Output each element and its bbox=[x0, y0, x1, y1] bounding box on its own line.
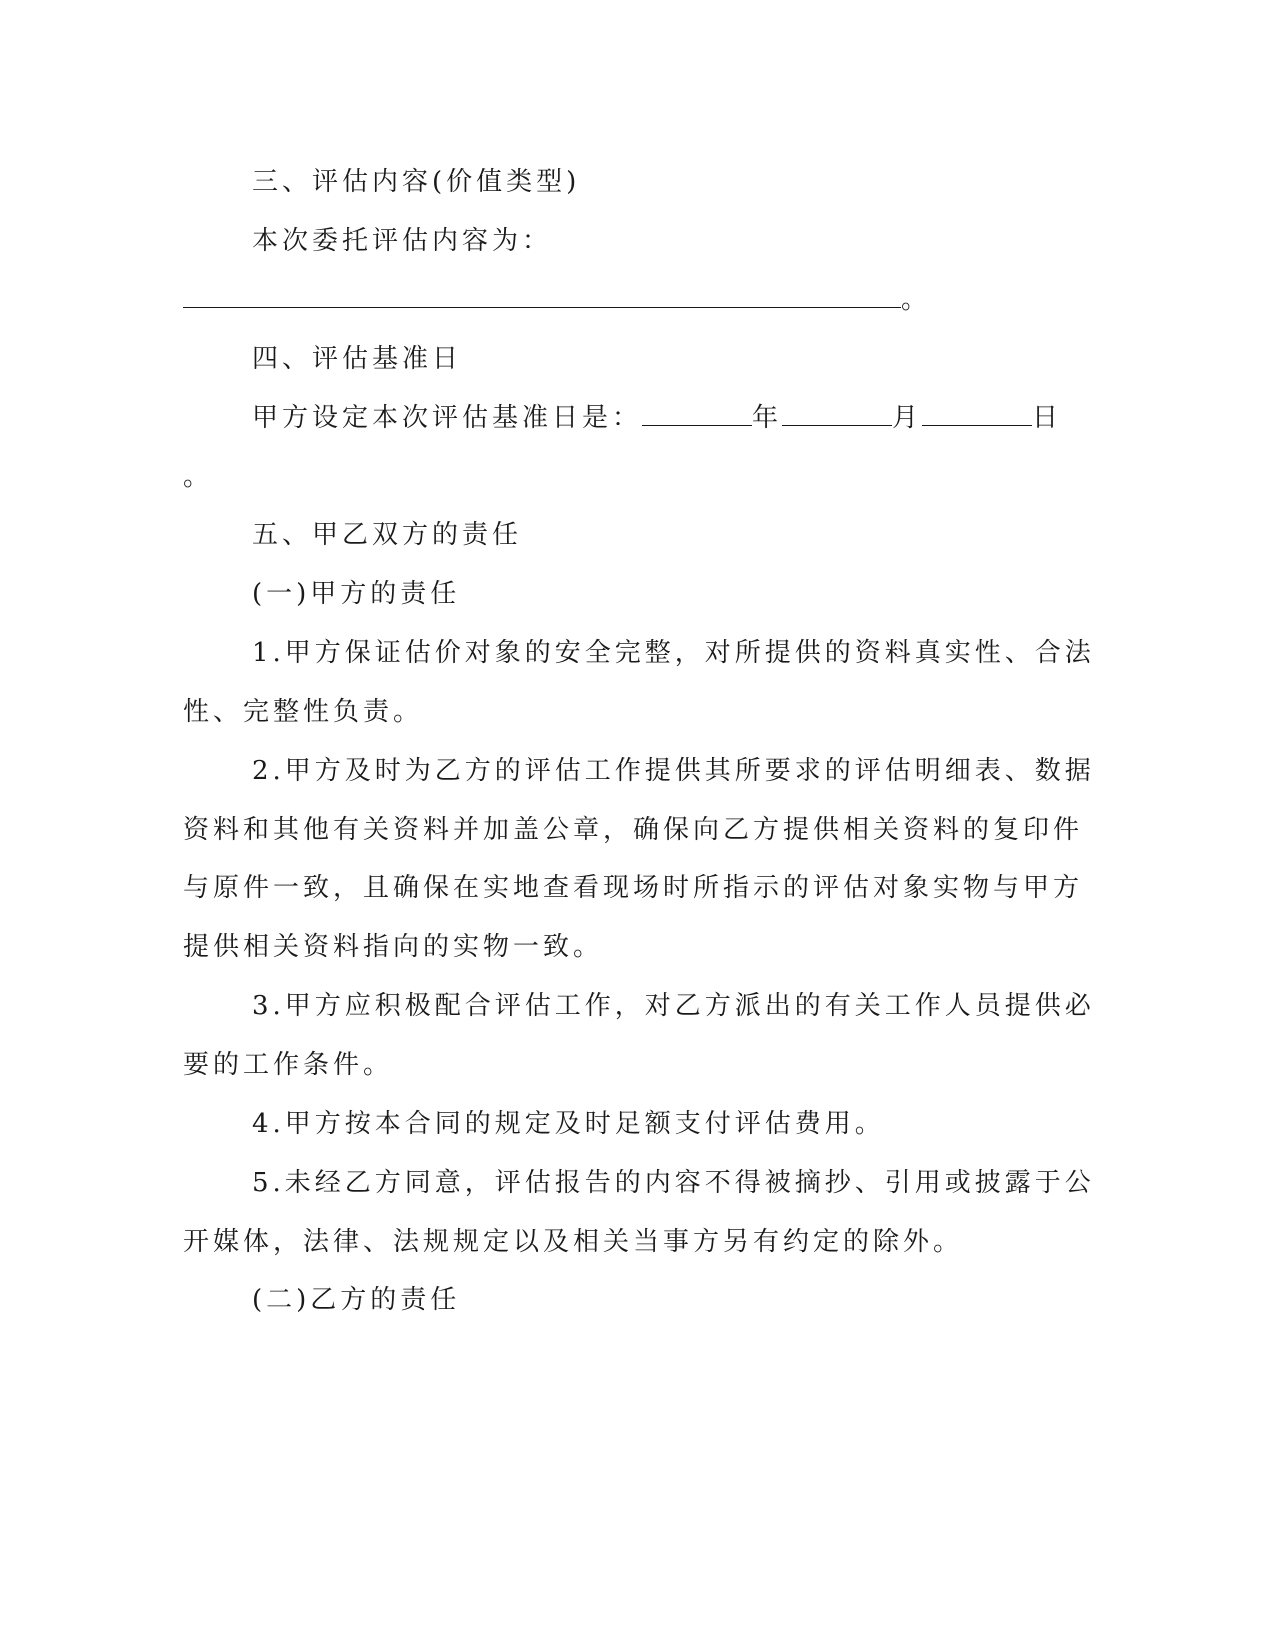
section-5-heading: 五、甲乙双方的责任 bbox=[252, 520, 523, 550]
day-blank bbox=[922, 403, 1032, 426]
section-4-date-line bbox=[252, 401, 1062, 435]
item-1-line-1: 1.甲方保证估价对象的安全完整，对所提供的资料真实性、合法 bbox=[252, 638, 1095, 668]
month-blank bbox=[782, 403, 892, 426]
section-5-sub-2: (二)乙方的责任 bbox=[252, 1285, 461, 1315]
section-5-sub-1: (一)甲方的责任 bbox=[252, 579, 461, 609]
item-2-line-1: 2.甲方及时为乙方的评估工作提供其所要求的评估明细表、数据 bbox=[252, 756, 1095, 786]
section-3-intro: 本次委托评估内容为： bbox=[252, 226, 553, 256]
section-3-heading: 三、评估内容(价值类型) bbox=[252, 167, 581, 197]
section-3-fill-line bbox=[183, 283, 931, 317]
item-3-line-2: 要的工作条件。 bbox=[183, 1050, 394, 1080]
item-2-line-3: 与原件一致，且确保在实地查看现场时所指示的评估对象实物与甲方 bbox=[183, 873, 1084, 903]
date-prefix: 甲方设定本次评估基准日是： bbox=[252, 403, 643, 433]
item-1-line-2: 性、完整性负责。 bbox=[183, 697, 424, 727]
section-4-heading: 四、评估基准日 bbox=[252, 344, 463, 374]
section-4-end: 。 bbox=[183, 462, 214, 492]
section-3-end: 。 bbox=[901, 285, 932, 315]
item-5-line-1: 5.未经乙方同意，评估报告的内容不得被摘抄、引用或披露于公 bbox=[252, 1168, 1095, 1198]
item-2-line-4: 提供相关资料指向的实物一致。 bbox=[183, 932, 604, 962]
content-blank bbox=[183, 285, 901, 308]
month-label: 月 bbox=[892, 403, 923, 433]
item-4-line-1: 4.甲方按本合同的规定及时足额支付评估费用。 bbox=[252, 1109, 885, 1139]
year-label: 年 bbox=[752, 403, 783, 433]
day-label: 日 bbox=[1032, 403, 1063, 433]
year-blank bbox=[642, 403, 752, 426]
item-3-line-1: 3.甲方应积极配合评估工作，对乙方派出的有关工作人员提供必 bbox=[252, 991, 1095, 1021]
item-2-line-2: 资料和其他有关资料并加盖公章，确保向乙方提供相关资料的复印件 bbox=[183, 815, 1084, 845]
item-5-line-2: 开媒体，法律、法规规定以及相关当事方另有约定的除外。 bbox=[183, 1227, 964, 1257]
